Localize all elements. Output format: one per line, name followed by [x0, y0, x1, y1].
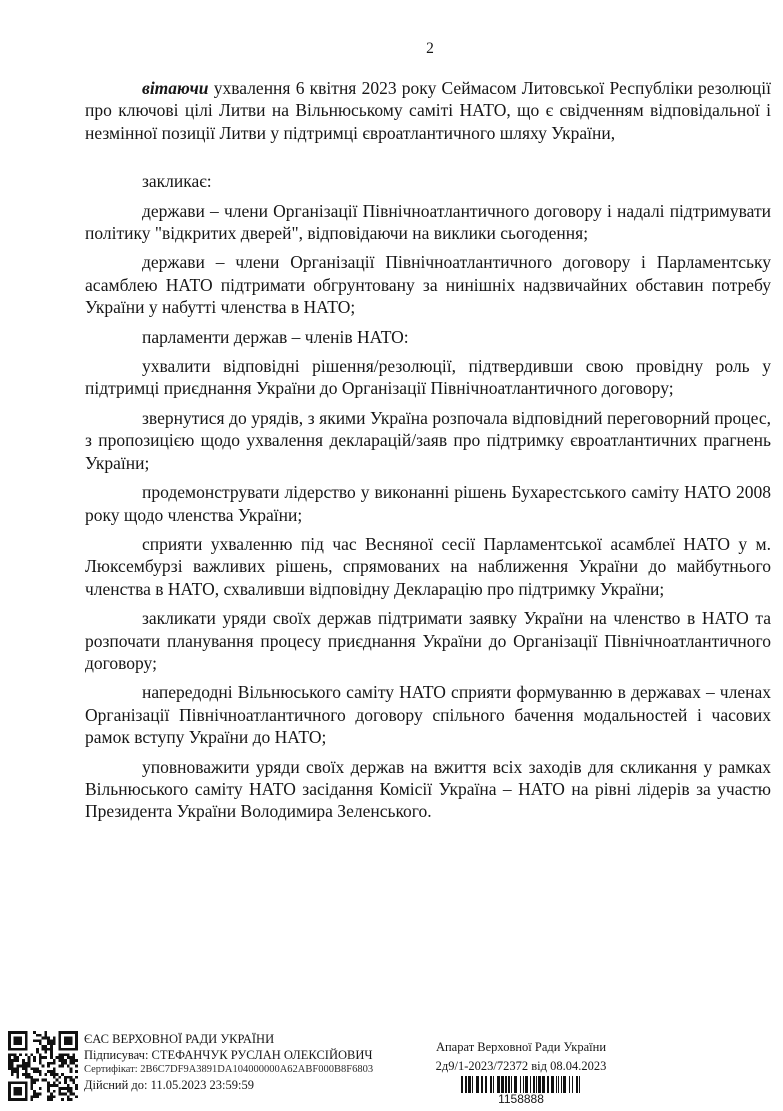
qr-code-icon [8, 1031, 78, 1101]
signature-certificate: Сертифікат: 2B6C7DF9A3891DA104000000A62ABF000B8F6803 [84, 1064, 374, 1075]
paragraph-welcoming [85, 77, 771, 144]
paragraph-bucharest-summit: продемонструвати лідерство у виконанні рішень Бухарестського саміту НАТО 2008 року щодо членства України; [85, 482, 771, 525]
registration-office: Апарат Верховної Ради України [435, 1040, 607, 1054]
paragraph-support-application: закликати уряди своїх держав підтримати заявку України на членство в НАТО та розпочати планування процесу приєднання України до Організації Північноатлантичного договору; [85, 608, 771, 673]
paragraph-adopt-resolutions: ухвалити відповідні рішення/резолюції, підтвердивши свою провідну роль у підтримці приєднання України до Організації Північноатлантичного договору; [85, 356, 771, 399]
paragraph-authorize-governments: уповноважити уряди своїх держав на вжиття всіх заходів для скликання у рамках Вільнюського саміту НАТО засідання Комісії Україна – НАТО на рівні лідерів за участю Президента України Володимира Зеленського. [85, 756, 771, 822]
paragraph-open-door-policy: держави – члени Організації Північноатлантичного договору і надалі підтримувати політику "відкритих дверей", відповідаючи на виклики сьогодення; [85, 200, 771, 244]
signature-org: ЄАС ВЕРХОВНОЇ РАДИ УКРАЇНИ [84, 1032, 275, 1046]
paragraph-spring-session: сприяти ухваленню під час Весняної сесії Парламентської асамблеї НАТО у м. Люксембурзі важливих рішень, спрямованих на наближення України до майбутнього членства в НАТО, схваливши відповідну Декларацію про підтримку України; [85, 533, 771, 599]
registration-block [423, 1038, 619, 1106]
paragraph-lead-word: вітаючи [142, 78, 209, 98]
paragraph-vilnius-summit: напередодні Вільнюського саміту НАТО сприяти формуванню в державах – членах Організації Північноатлантичного договору спільного бачення модальностей і часових рамок вступу України до НАТО; [85, 682, 771, 748]
paragraph-text: ухвалення 6 квітня 2023 року Сеймасом Литовської Республіки резолюції про ключові цілі Литви на Вільнюському саміті НАТО, що є свідченням відповідальної і незмінної позиції Литви у підтримці євроатлантичного шляху України, [85, 78, 771, 143]
signature-block [84, 1032, 424, 1093]
paragraph-support-need: держави – члени Організації Північноатлантичного договору і Парламентську асамблею НАТО підтримати обгрунтовану за нинішніх надзвичайних обставин потребу України у набутті членства в НАТО; [85, 252, 771, 318]
registration-ref-number: 2д9/1-2023/72372 від 08.04.2023 [435, 1058, 607, 1073]
paragraph-calls: закликає: [142, 171, 212, 192]
paragraph-parliaments-heading: парламенти держав – членів НАТО: [142, 326, 409, 347]
paragraph-appeal-governments: звернутися до урядів, з якими Україна розпочала відповідний переговорний процес, з пропозицією щодо ухвалення декларацій/заяв про підтримку євроатлантичних прагнень України; [85, 407, 771, 473]
barcode-icon [461, 1076, 581, 1093]
signature-valid-until: Дійсний до: 11.05.2023 23:59:59 [84, 1077, 254, 1092]
page-number: 2 [426, 40, 434, 57]
barcode-number: 1158888 [498, 1092, 544, 1106]
document-body [85, 77, 771, 830]
signature-signer: Підписувач: СТЕФАНЧУК РУСЛАН ОЛЕКСІЙОВИЧ [84, 1047, 373, 1062]
